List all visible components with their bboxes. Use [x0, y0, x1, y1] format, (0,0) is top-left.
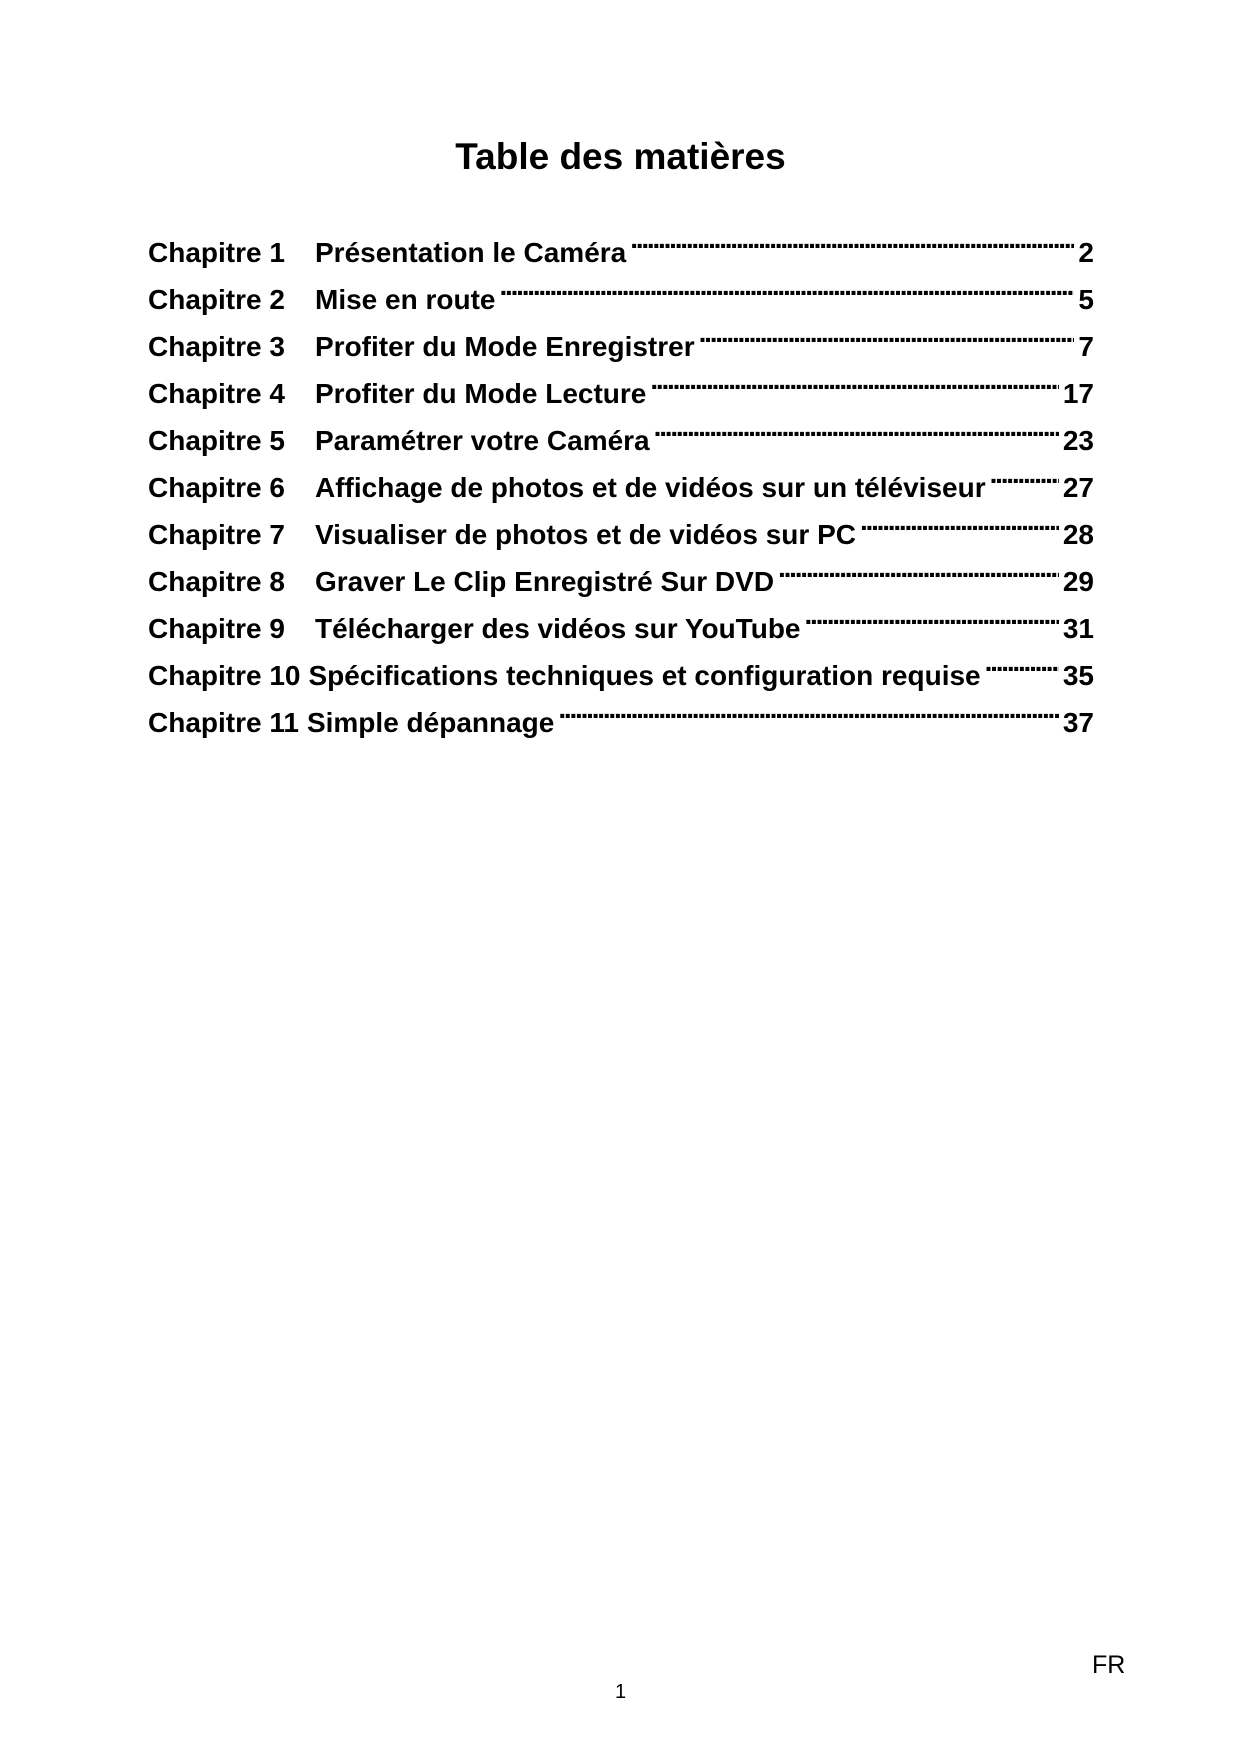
toc-chapter-title: Affichage de photos et de vidéos sur un téléviseur — [315, 472, 986, 503]
toc-chapter-title: Visualiser de photos et de vidéos sur PC — [315, 519, 856, 550]
toc-chapter-title: Présentation le Caméra — [315, 237, 627, 268]
toc-dot-leader — [699, 309, 1075, 356]
toc-chapter-title: Spécifications techniques et configuration requise — [308, 660, 981, 691]
toc-page-number: 35 — [1062, 660, 1094, 691]
toc-chapter-title: Simple dépannage — [306, 707, 555, 738]
toc-chapter-title: Télécharger des vidéos sur YouTube — [315, 613, 801, 644]
toc-dot-leader — [805, 591, 1059, 638]
toc-chapter-number: Chapitre 5 — [148, 425, 285, 456]
toc-dot-leader — [990, 450, 1059, 497]
toc-chapter-title: Graver Le Clip Enregistré Sur DVD — [315, 566, 775, 597]
toc-dot-leader — [860, 497, 1059, 544]
toc-chapter-number: Chapitre 6 — [148, 472, 285, 503]
toc-chapter-title: Profiter du Mode Lecture — [315, 378, 647, 409]
toc-dot-leader — [985, 638, 1059, 685]
toc-chapter-number: Chapitre 3 — [148, 331, 285, 362]
toc-chapter-number: Chapitre 8 — [148, 566, 285, 597]
toc-chapter-title: Profiter du Mode Enregistrer — [315, 331, 695, 362]
toc-page-number: 23 — [1062, 425, 1094, 456]
toc-page-number: 7 — [1078, 331, 1094, 362]
toc-chapter-title: Paramétrer votre Caméra — [315, 425, 650, 456]
toc-chapter-number: Chapitre 4 — [148, 378, 285, 409]
toc-dot-leader — [630, 215, 1074, 262]
language-code: FR — [1092, 1651, 1126, 1679]
toc-chapter-number: Chapitre 7 — [148, 519, 285, 550]
page-title: Table des matières — [455, 135, 786, 177]
toc-chapter-number: Chapitre 10 — [148, 660, 301, 691]
toc-chapter-number: Chapitre 2 — [148, 284, 285, 315]
toc-dot-leader — [499, 262, 1074, 309]
toc-entry — [148, 215, 1094, 268]
toc-page-number: 27 — [1062, 472, 1094, 503]
toc-chapter-number: Chapitre 11 — [148, 707, 299, 738]
toc-page-number: 2 — [1078, 237, 1094, 268]
toc-dot-leader — [650, 356, 1058, 403]
toc-page-number: 5 — [1078, 284, 1094, 315]
toc-page-number: 17 — [1062, 378, 1094, 409]
toc-chapter-number: Chapitre 9 — [148, 613, 285, 644]
toc-dot-leader — [654, 403, 1059, 450]
toc-page-number: 37 — [1062, 707, 1094, 738]
toc-chapter-title: Mise en route — [315, 284, 496, 315]
toc-chapter-number: Chapitre 1 — [148, 237, 285, 268]
toc-dot-leader — [778, 544, 1059, 591]
toc-dot-leader — [558, 685, 1058, 732]
toc-page-number: 29 — [1062, 566, 1094, 597]
toc-page-number: 28 — [1062, 519, 1094, 550]
toc-page-number: 31 — [1062, 613, 1094, 644]
page-number: 1 — [614, 1681, 627, 1703]
table-of-contents — [148, 215, 1094, 738]
